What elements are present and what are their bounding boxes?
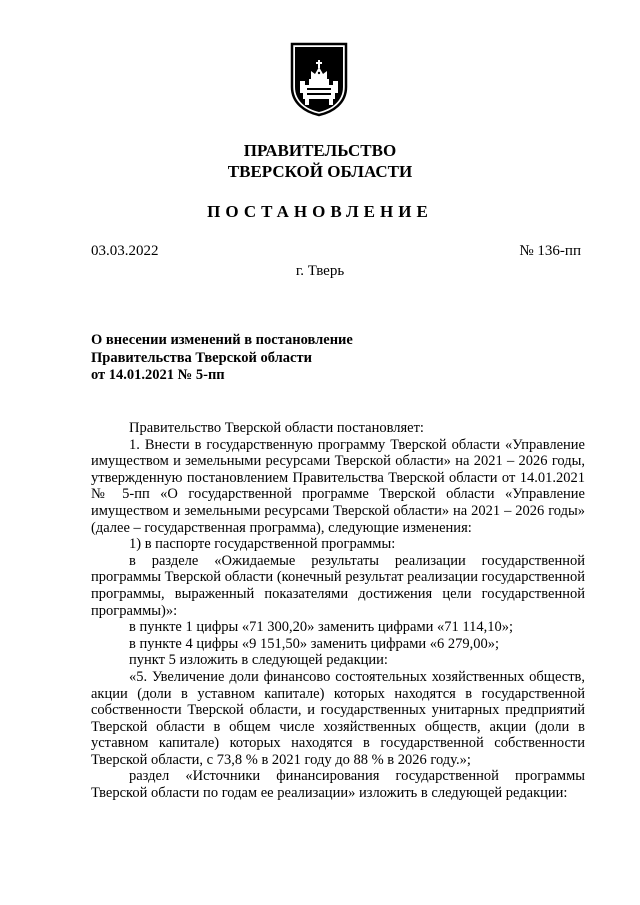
document-date: 03.03.2022: [91, 243, 159, 259]
subject-line2: Правительства Тверской области: [91, 349, 312, 366]
document-subject: [91, 332, 511, 385]
body-paragraph-8: «5. Увеличение доли финансово состоятельных хозяйственных обществ, акции (доли в уставном капитале) которых находятся в государственной собственности Тверской области, и государственных унитарных предприятий Тверской области в общем числе хозяйственных обществ, акции (доли в уставном капитале) которых находятся в государственной собственности Тверской области, с 73,8 % в 2021 году до 88 % в 2026 году.»;: [91, 668, 585, 768]
tver-coat-of-arms-icon: [289, 41, 349, 117]
body-paragraph-2: 1. Внести в государственную программу Тверской области «Управление имуществом и земельными ресурсами Тверской области» на 2021 – 2026 годы, утвержденную постановлением Правительства Тверской области от 14.01.2021 № 5-пп «О государственной программе Тверской области «Управление имуществом и земельными ресурсами Тверской области» на 2021 – 2026 годы» (далее – государственная программа), следующие изменения:: [91, 436, 585, 536]
body-paragraph-1: Правительство Тверской области постановляет:: [129, 420, 424, 436]
document-type: ПОСТАНОВЛЕНИЕ: [207, 202, 433, 221]
body-paragraph-3: 1) в паспорте государственной программы:: [129, 536, 396, 553]
body-paragraph-5: в пункте 1 цифры «71 300,20» заменить цифрами «71 114,10»;: [129, 619, 514, 636]
subject-line3: от 14.01.2021 № 5-пп: [91, 367, 225, 383]
document-number: № 136-пп: [519, 243, 581, 259]
body-paragraph-7: пункт 5 изложить в следующей редакции:: [129, 652, 388, 669]
org-name-line1: ПРАВИТЕЛЬСТВО: [243, 141, 397, 160]
document-city: г. Тверь: [295, 263, 345, 279]
org-name-line2: ТВЕРСКОЙ ОБЛАСТИ: [227, 162, 413, 181]
document-body: [91, 420, 585, 802]
subject-line1: О внесении изменений в постановление: [91, 332, 353, 348]
body-paragraph-9: раздел «Источники финансирования государственной программы Тверской области по годам ее реализации» изложить в следующей редакции:: [91, 768, 585, 802]
body-paragraph-4: в разделе «Ожидаемые результаты реализации государственной программы Тверской области (конечный результат реализации государственной программы, выраженный показателями достижения цели государственной программы)»:: [91, 552, 585, 619]
body-paragraph-6: в пункте 4 цифры «9 151,50» заменить цифрами «6 279,00»;: [129, 635, 500, 652]
